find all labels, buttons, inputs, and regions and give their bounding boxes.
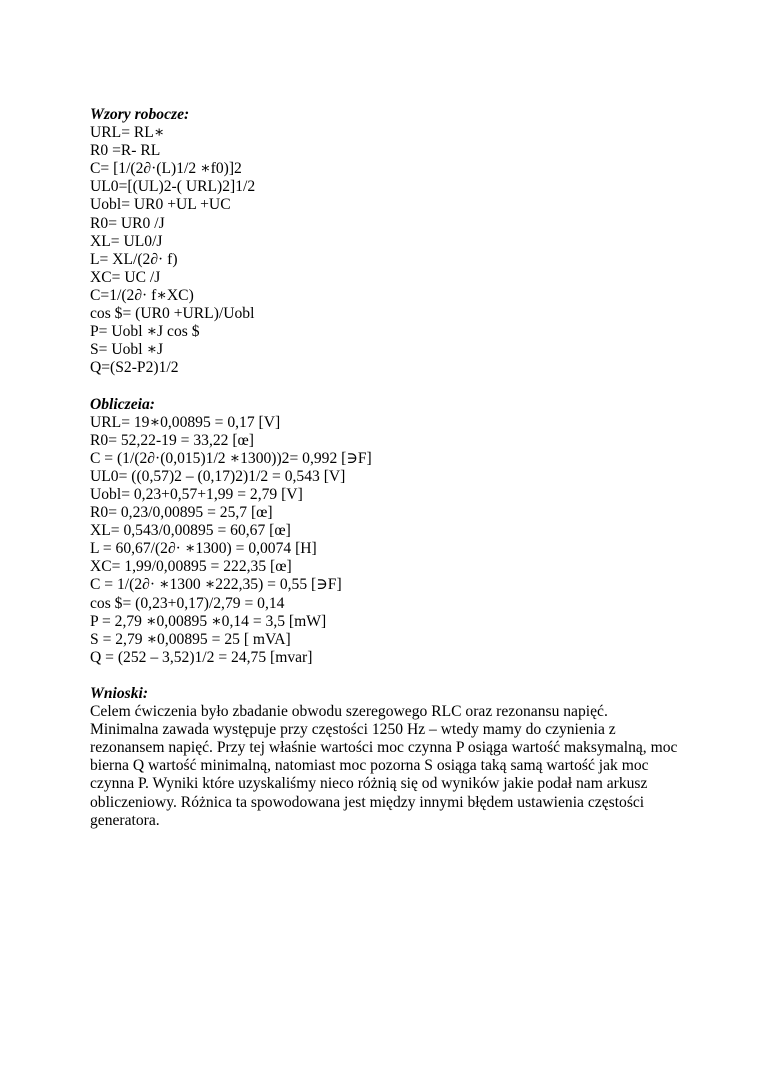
formula-line: XL= UL0/J: [90, 232, 163, 250]
section-obliczenia: [90, 396, 690, 667]
formula-line: P= Uobl ∗J cos $: [90, 323, 200, 341]
calculation-line: cos $= (0,23+0,17)/2,79 = 0,14: [90, 594, 285, 612]
spacer: [90, 377, 690, 395]
calculation-line: P = 2,79 ∗0,00895 ∗0,14 = 3,5 [mW]: [90, 612, 327, 630]
calculation-line: UL0= ((0,57)2 – (0,17)2)1/2 = 0,543 [V]: [90, 467, 346, 485]
spacer: [90, 667, 690, 685]
paragraph-line: bierna Q wartość minimalną, natomiast moc pozorna S osiąga taką samą wartość jak moc: [90, 757, 649, 775]
calculation-line: C = 1/(2∂· ∗1300 ∗222,35) = 0,55 [∋F]: [90, 576, 342, 594]
formula-line: C=1/(2∂· f∗XC): [90, 286, 194, 304]
formula-line: R0= UR0 /J: [90, 214, 165, 232]
formula-line: C= [1/(2∂·(L)1/2 ∗f0)]2: [90, 160, 242, 178]
paragraph-line: rezonansem napięć. Przy tej właśnie wartości moc czynna P osiąga wartość maksymalną, moc: [90, 739, 678, 757]
formula-line: R0 =R- RL: [90, 142, 161, 160]
section-heading: Obliczeia:: [90, 395, 155, 413]
calculation-line: L = 60,67/(2∂· ∗1300) = 0,0074 [H]: [90, 540, 317, 558]
section-heading: Wnioski:: [90, 685, 149, 702]
calculation-line: Uobl= 0,23+0,57+1,99 = 2,79 [V]: [90, 485, 303, 503]
calculation-line: XL= 0,543/0,00895 = 60,67 [œ]: [90, 522, 291, 540]
formula-line: URL= RL∗: [90, 124, 165, 142]
calculation-line: XC= 1,99/0,00895 = 222,35 [œ]: [90, 558, 292, 576]
paragraph-line: obliczeniowy. Różnica ta spowodowana jest między innymi błędem ustawienia częstości: [90, 793, 645, 811]
document-page: [90, 106, 690, 830]
section-wnioski: [90, 685, 690, 830]
paragraph-line: Celem ćwiczenia było zbadanie obwodu szeregowego RLC oraz rezonansu napięć.: [90, 703, 608, 721]
paragraph-line: generatora.: [90, 811, 160, 829]
calculation-line: URL= 19∗0,00895 = 0,17 [V]: [90, 413, 281, 431]
calculation-line: S = 2,79 ∗0,00895 = 25 [ mVA]: [90, 630, 291, 648]
calculation-line: Q = (252 – 3,52)1/2 = 24,75 [mvar]: [90, 648, 313, 666]
section-wzory: [90, 106, 690, 377]
calculation-line: C = (1/(2∂·(0,015)1/2 ∗1300))2= 0,992 [∋F]: [90, 449, 372, 467]
formula-line: Uobl= UR0 +UL +UC: [90, 196, 231, 214]
paragraph-line: czynna P. Wyniki które uzyskaliśmy nieco różnią się od wyników jakie podał nam arkusz: [90, 775, 648, 793]
formula-line: Q=(S2-P2)1/2: [90, 359, 179, 377]
formula-line: cos $= (UR0 +URL)/Uobl: [90, 305, 255, 323]
calculation-line: R0= 0,23/0,00895 = 25,7 [œ]: [90, 504, 273, 522]
paragraph-line: Minimalna zawada występuje przy częstości 1250 Hz – wtedy mamy do czynienia z: [90, 721, 616, 739]
formula-line: S= Uobl ∗J: [90, 341, 164, 359]
section-heading: Wzory robocze:: [90, 106, 190, 123]
calculation-line: R0= 52,22-19 = 33,22 [œ]: [90, 431, 254, 449]
conclusion-paragraph: [90, 703, 690, 830]
formula-line: L= XL/(2∂· f): [90, 250, 178, 268]
formula-line: XC= UC /J: [90, 268, 161, 286]
formula-line: UL0=[(UL)2-( URL)2]1/2: [90, 178, 256, 196]
